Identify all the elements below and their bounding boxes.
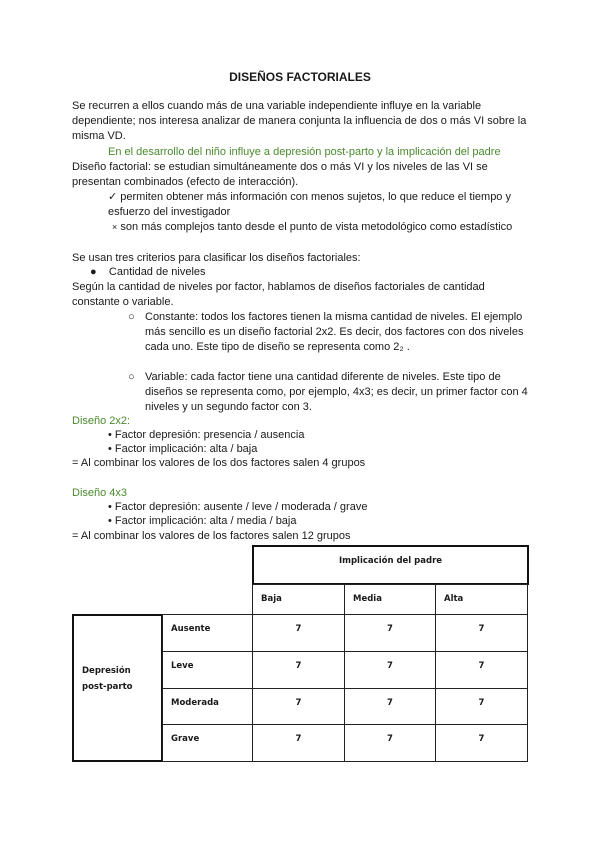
pro-text: permiten obtener más información con menos sujetos, lo que reduce el tiempo y esfuerzo del investigador xyxy=(108,191,511,218)
table-cell: 7 xyxy=(252,614,345,652)
table-cell: 7 xyxy=(252,688,345,725)
criterion-description: Según la cantidad de niveles por factor, hablamos de diseños factoriales de cantidad constante o variable. xyxy=(72,281,485,308)
list-item: • Factor implicación: alta / baja xyxy=(108,443,258,455)
table-cell: 7 xyxy=(344,724,436,762)
design-2x2-result: = Al combinar los valores de los dos factores salen 4 grupos xyxy=(72,457,366,469)
design-2x2-heading: Diseño 2x2: xyxy=(72,415,131,427)
criterion-text: Cantidad de niveles xyxy=(108,266,206,278)
list-item: • Factor depresión: ausente / leve / moderada / grave xyxy=(108,501,368,513)
col-header: Implicación del padre xyxy=(252,545,529,585)
page-title: DISEÑOS FACTORIALES xyxy=(229,70,371,84)
row-label: Grave xyxy=(162,724,253,762)
list-item: • Factor depresión: presencia / ausencia xyxy=(108,429,305,441)
con-text: son más complejos tanto desde el punto de vista metodológico como estadístico xyxy=(120,221,513,233)
con-item xyxy=(112,220,542,235)
col-label: Baja xyxy=(252,584,345,615)
row-header: Depresión post-parto xyxy=(72,614,163,762)
table-cell: 7 xyxy=(344,651,436,689)
design-4x3-result: = Al combinar los valores de los factores salen 12 grupos xyxy=(72,530,351,542)
table-cell: 7 xyxy=(435,614,528,652)
pro-item xyxy=(108,190,528,220)
table-cell: 7 xyxy=(344,614,436,652)
table-cell: 7 xyxy=(435,651,528,689)
table-cell: 7 xyxy=(252,724,345,762)
constante-text: Constante: todos los factores tienen la misma cantidad de niveles. El ejemplo más sencillo es un diseño factorial 2x2. Es decir, dos factores con dos niveles cada uno. Este tipo de diseño se representa como 2₂ . xyxy=(145,311,524,353)
col-label: Media xyxy=(344,584,436,615)
row-label: Ausente xyxy=(162,614,253,652)
design-4x3-heading: Diseño 4x3 xyxy=(72,487,128,499)
criteria-intro: Se usan tres criterios para clasificar los diseños factoriales: xyxy=(72,252,361,264)
definition-paragraph: Diseño factorial: se estudian simultáneamente dos o más VI y los niveles de las VI se presentan combinados (efecto de interacción). xyxy=(72,161,488,188)
criterion-item xyxy=(90,265,206,280)
row-label: Moderada xyxy=(162,688,253,725)
table-cell: 7 xyxy=(435,724,528,762)
intro-paragraph: Se recurren a ellos cuando más de una variable independiente influye en la variable dependiente; nos interesa analizar de manera conjunta la influencia de dos o más VI sobre la misma VD. xyxy=(72,100,527,142)
table-cell: 7 xyxy=(252,651,345,689)
circle-bullet-icon: ○ xyxy=(128,371,135,383)
table-cell: 7 xyxy=(344,688,436,725)
example-text: En el desarrollo del niño influye a depresión post-parto y la implicación del padre xyxy=(108,146,501,158)
row-label: Leve xyxy=(162,651,253,689)
variable-text: Variable: cada factor tiene una cantidad diferente de niveles. Este tipo de diseños se representa como, por ejemplo, 4x3; es decir, un primer factor con 4 niveles y un segundo factor con 3. xyxy=(145,371,528,413)
table-cell: 7 xyxy=(435,688,528,725)
bullet-icon: ● xyxy=(90,266,97,278)
cross-icon: × xyxy=(112,222,118,232)
col-label: Alta xyxy=(435,584,528,615)
list-item: • Factor implicación: alta / media / baja xyxy=(108,515,297,527)
check-icon: ✓ xyxy=(108,191,118,203)
circle-bullet-icon: ○ xyxy=(128,311,135,323)
